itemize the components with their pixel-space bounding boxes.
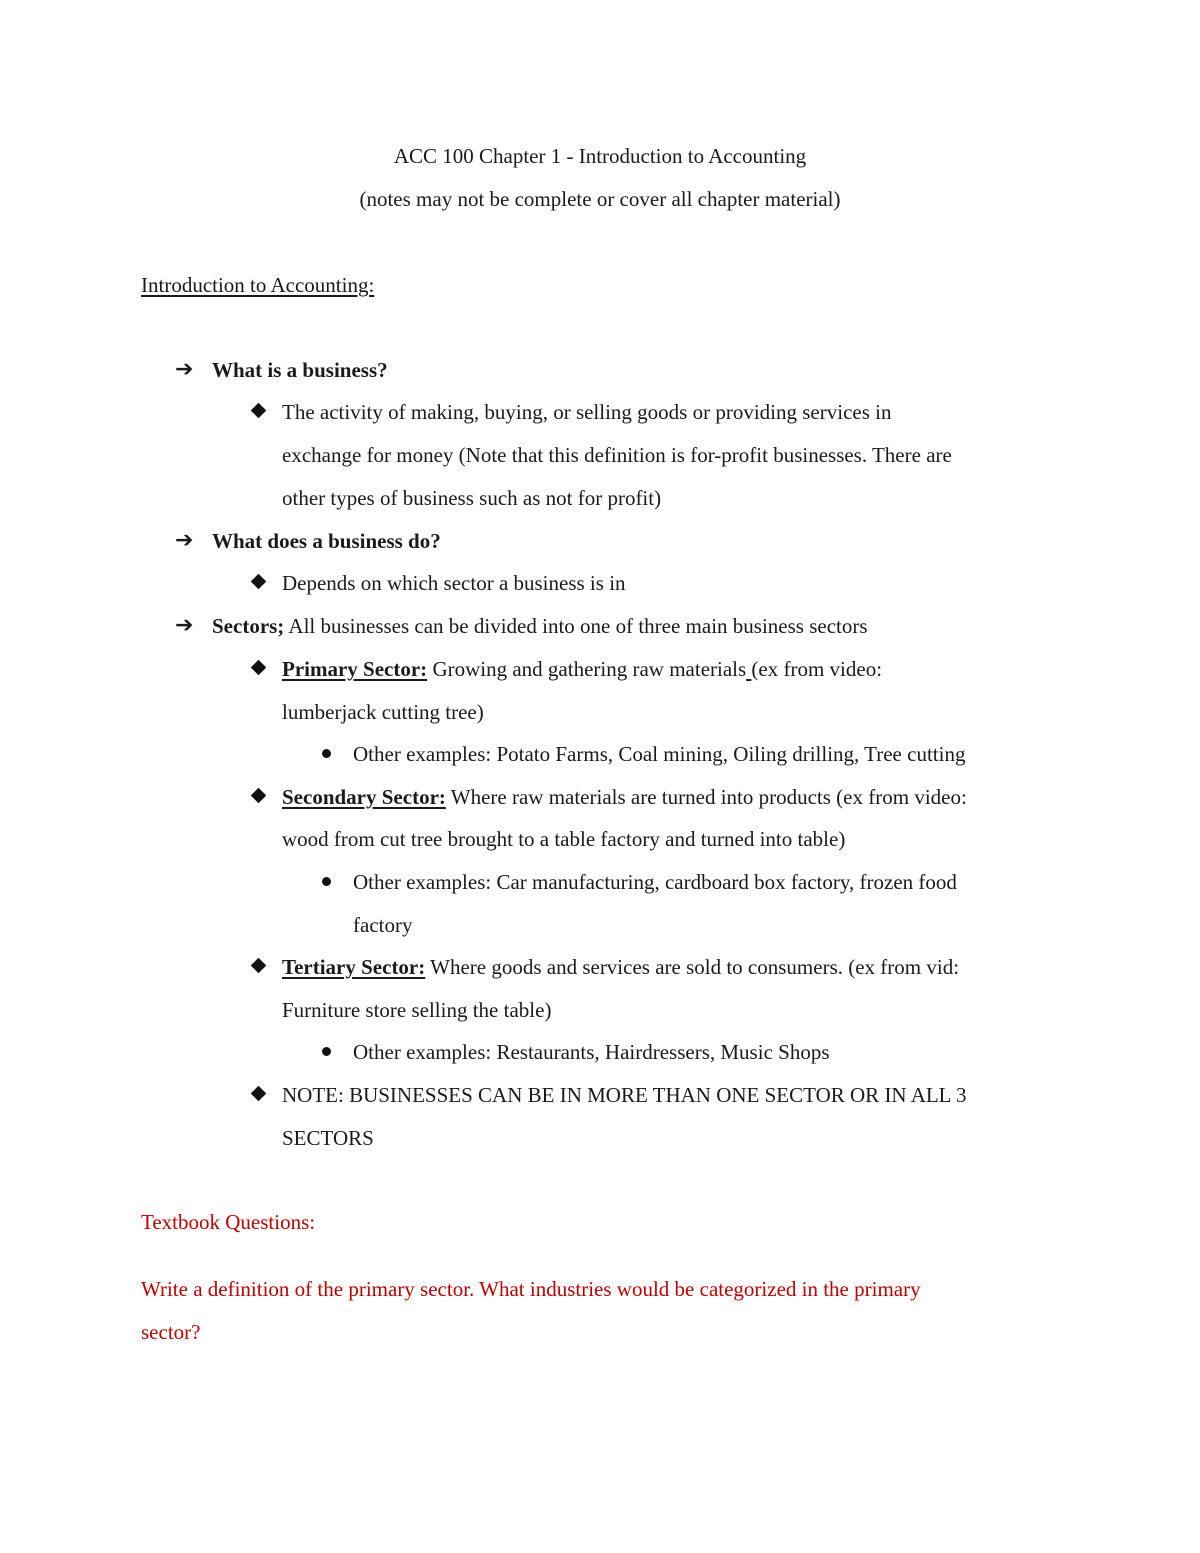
- primary-sector-line-2: lumberjack cutting tree): [282, 700, 484, 724]
- arrow-bullet-icon: ➔: [175, 356, 194, 381]
- tertiary-sector-label: Tertiary Sector:: [282, 955, 426, 979]
- sectors-line: [212, 613, 868, 639]
- tertiary-sector-text: Where goods and services are sold to consumers. (ex from vid:: [425, 955, 960, 979]
- answer-line: other types of business such as not for profit): [282, 486, 662, 510]
- note-line: NOTE: BUSINESSES CAN BE IN MORE THAN ONE SECTOR OR IN ALL 3: [282, 1083, 967, 1107]
- question-what-does-business-do: What does a business do?: [212, 529, 441, 553]
- arrow-bullet-icon: ➔: [175, 612, 194, 637]
- tertiary-sector-line: [282, 954, 959, 980]
- diamond-bullet-icon: [251, 403, 267, 419]
- note-line-2: SECTORS: [282, 1126, 374, 1150]
- question-what-is-business: What is a business?: [212, 358, 388, 382]
- sectors-label: Sectors;: [212, 614, 285, 638]
- section-heading: Introduction to Accounting:: [141, 273, 375, 297]
- secondary-sector-line: [282, 784, 967, 810]
- diamond-bullet-icon: [251, 958, 267, 974]
- document-subtitle: (notes may not be complete or cover all chapter material): [359, 187, 841, 211]
- textbook-question-2: sector?: [141, 1320, 201, 1344]
- answer-line: exchange for money (Note that this definition is for-profit businesses. There are: [282, 443, 952, 467]
- tertiary-sector-line-2: Furniture store selling the table): [282, 998, 552, 1022]
- diamond-bullet-icon: [251, 1086, 267, 1102]
- round-bullet-icon: [322, 749, 331, 758]
- diamond-bullet-icon: [251, 788, 267, 804]
- sectors-intro: All businesses can be divided into one of three main business sectors: [284, 614, 868, 638]
- round-bullet-icon: [322, 877, 331, 886]
- round-bullet-icon: [322, 1047, 331, 1056]
- primary-sector-label: Primary Sector:: [282, 657, 428, 681]
- secondary-examples-2: factory: [353, 913, 413, 937]
- diamond-bullet-icon: [251, 574, 267, 590]
- textbook-question: Write a definition of the primary sector. What industries would be categorized in the primary: [141, 1277, 921, 1301]
- secondary-examples: Other examples: Car manufacturing, cardboard box factory, frozen food: [353, 870, 957, 894]
- diamond-bullet-icon: [251, 660, 267, 676]
- secondary-sector-text: Where raw materials are turned into products (ex from video:: [445, 785, 967, 809]
- answer-line: Depends on which sector a business is in: [282, 571, 626, 595]
- secondary-sector-line-2: wood from cut tree brought to a table factory and turned into table): [282, 827, 846, 851]
- arrow-bullet-icon: ➔: [175, 527, 194, 552]
- primary-sector-text: Growing and gathering raw materials: [427, 657, 747, 681]
- answer-line: The activity of making, buying, or selling goods or providing services in: [282, 400, 892, 424]
- secondary-sector-label: Secondary Sector:: [282, 785, 446, 809]
- primary-sector-text-b: (ex from video:: [751, 657, 883, 681]
- document-title: ACC 100 Chapter 1 - Introduction to Accounting: [393, 144, 807, 168]
- primary-sector-line: [282, 656, 882, 682]
- tertiary-examples: Other examples: Restaurants, Hairdressers, Music Shops: [353, 1040, 830, 1064]
- textbook-questions-heading: Textbook Questions:: [141, 1210, 316, 1234]
- primary-examples: Other examples: Potato Farms, Coal mining, Oiling drilling, Tree cutting: [353, 742, 966, 766]
